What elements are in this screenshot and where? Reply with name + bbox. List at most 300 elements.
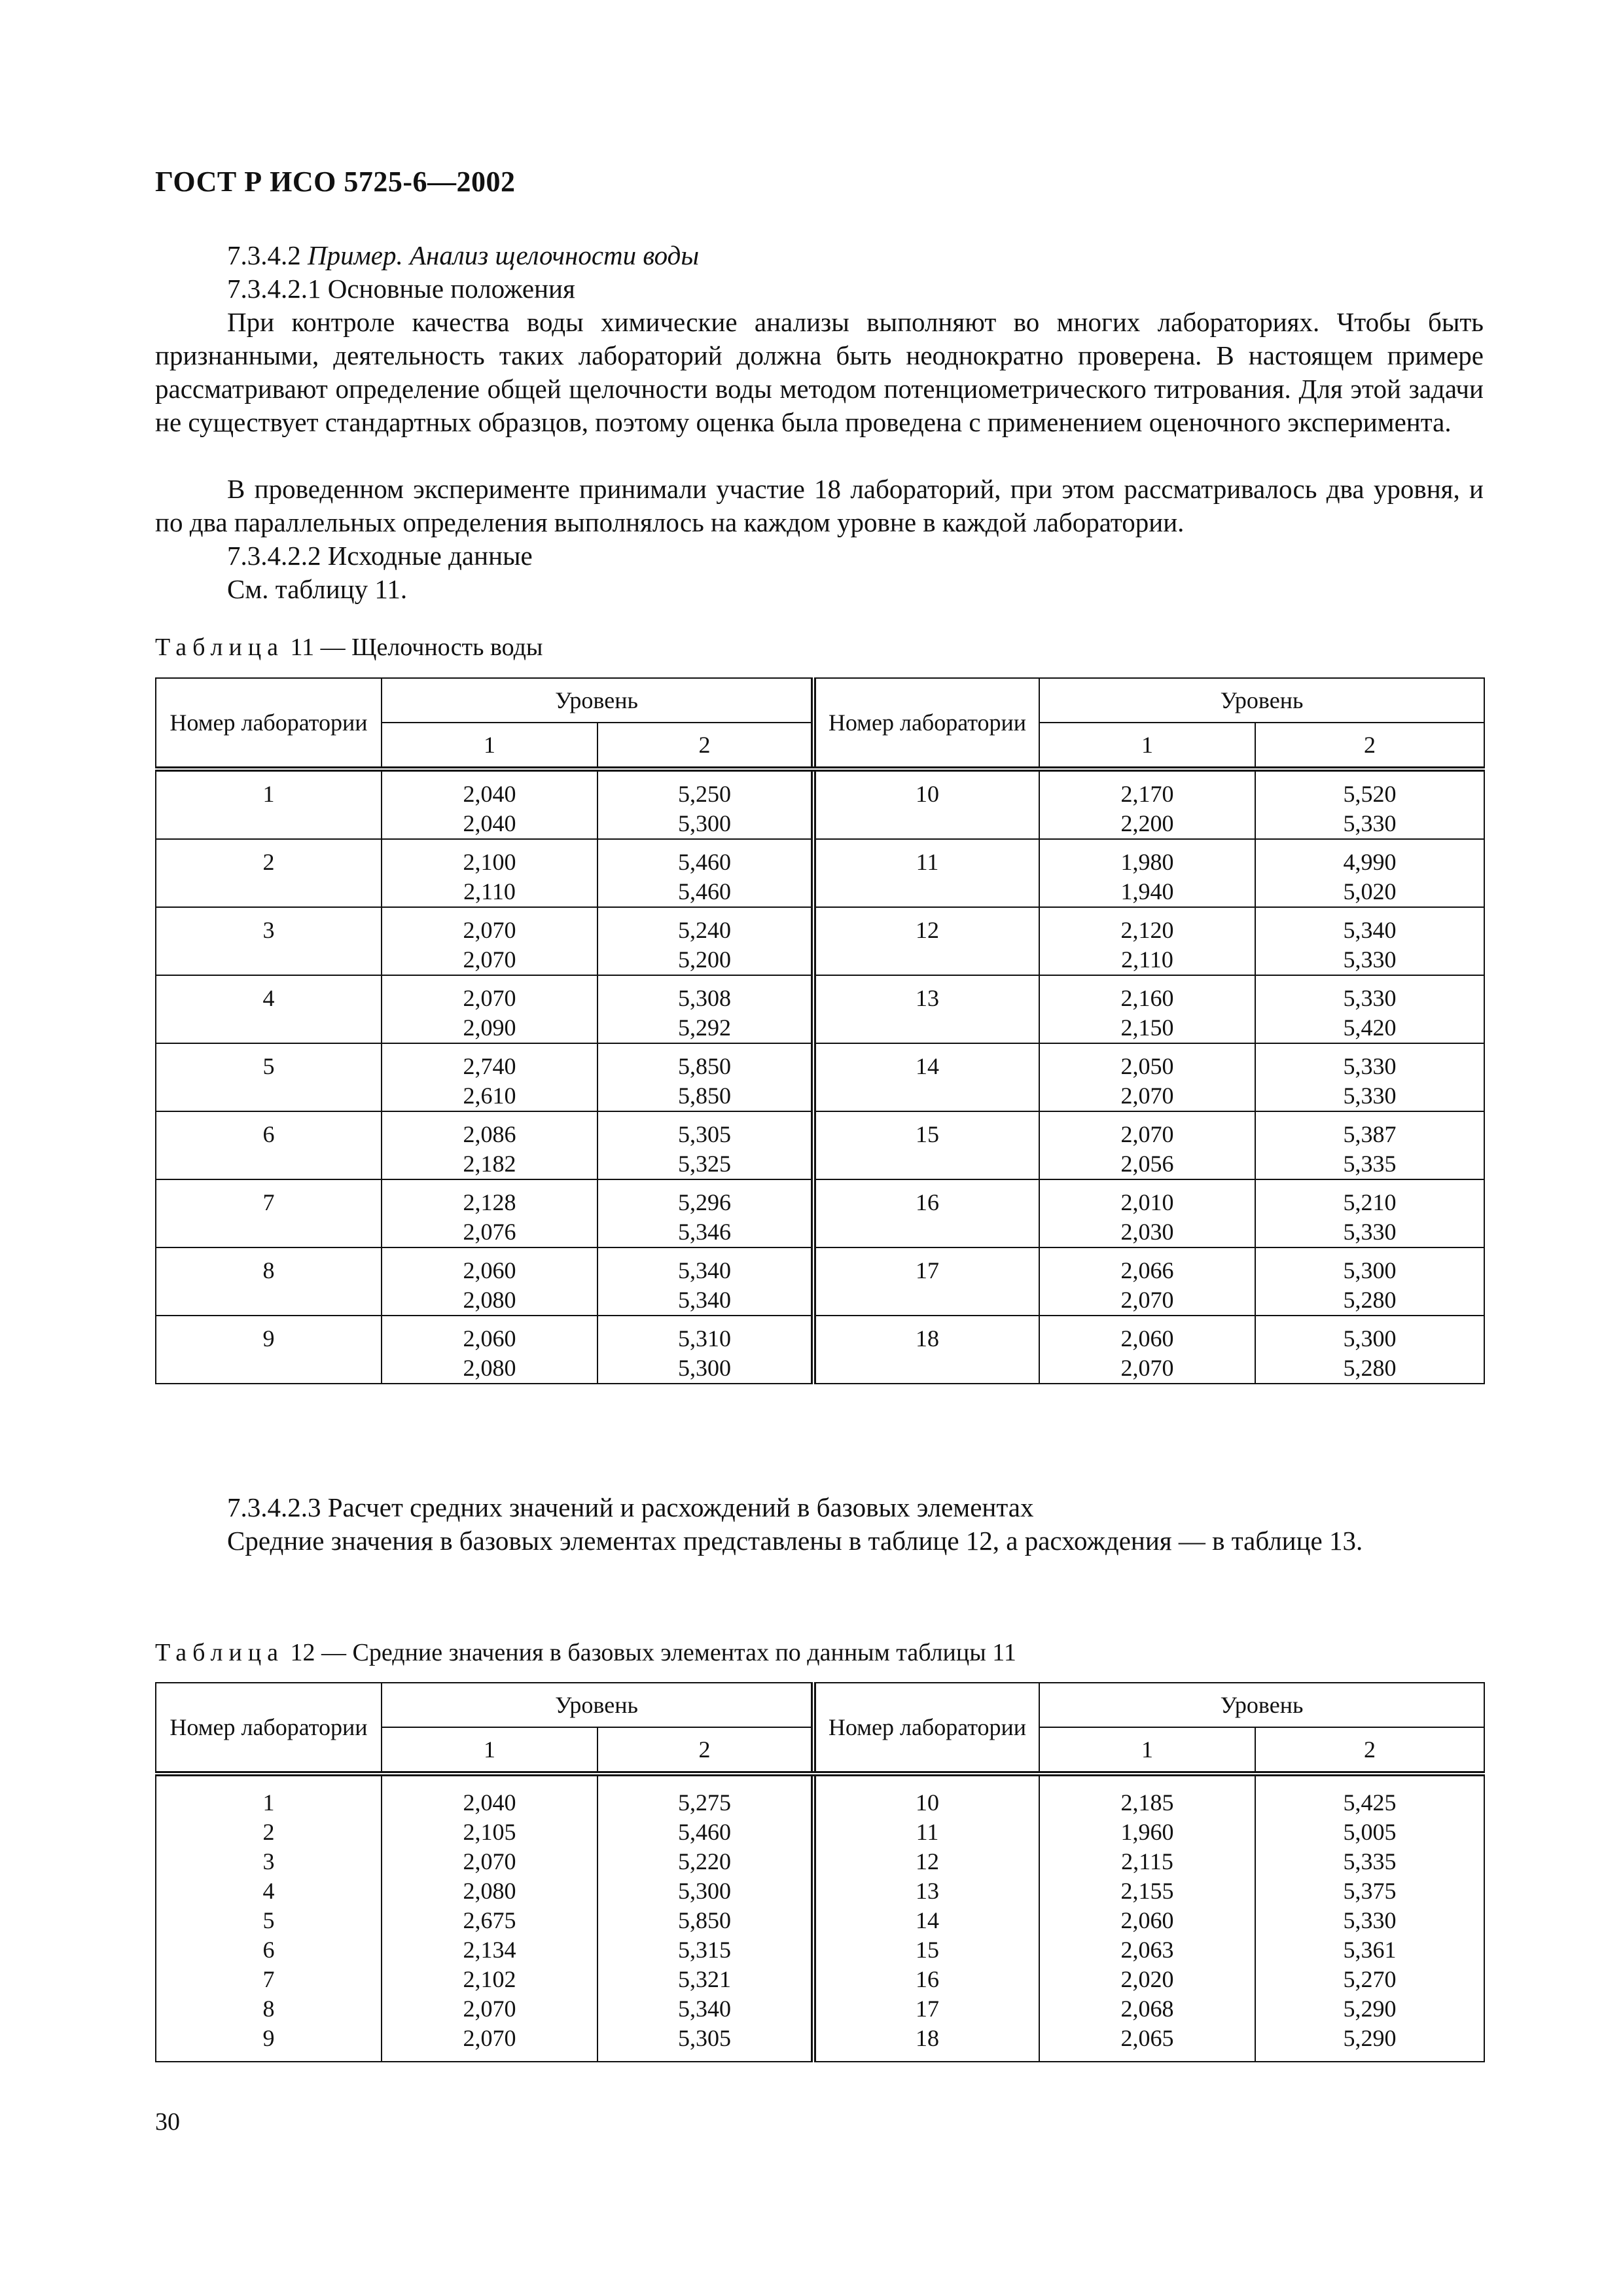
level-2-cell: [1255, 1774, 1484, 1818]
value: 5,387: [1343, 1121, 1397, 1147]
value: 5,346: [678, 1219, 731, 1245]
value: 2,110: [463, 878, 516, 905]
lab-cell: [813, 1994, 1039, 2024]
lab-cell: [156, 1111, 382, 1179]
lab-cell: [813, 2024, 1039, 2062]
level-1-cell: [1039, 1935, 1255, 1965]
level-1-cell: [1039, 975, 1255, 1043]
value: 5,020: [1343, 878, 1397, 905]
level-2-cell: [1255, 1935, 1484, 1965]
lab-number: 9: [262, 1325, 275, 1352]
value: 2,080: [463, 1287, 516, 1313]
lab-cell: [813, 1247, 1039, 1316]
level-2-cell: [1255, 1818, 1484, 1847]
level-1-cell: [382, 839, 597, 907]
value: 5,292: [678, 1014, 731, 1041]
value: 5,340: [678, 1996, 731, 2022]
value: 5,340: [1343, 917, 1397, 943]
level-2-cell: [597, 1847, 813, 1876]
level-1-cell: [1039, 769, 1255, 839]
value: 5,330: [1343, 1083, 1397, 1109]
lab-number: 9: [262, 2025, 275, 2051]
lab-cell: [156, 907, 382, 975]
value: 5,300: [678, 810, 731, 836]
lab-header: Номер лаборатории: [813, 1683, 1039, 1774]
value: 2,030: [1120, 1219, 1174, 1245]
lab-number: 6: [262, 1121, 275, 1147]
level-1-cell: [1039, 907, 1255, 975]
level-2-header: 2: [1255, 723, 1484, 769]
lab-number: 18: [916, 1325, 939, 1352]
lab-number: 4: [262, 1878, 275, 1904]
lab-number: 8: [262, 1996, 275, 2022]
value: 5,361: [1343, 1937, 1397, 1963]
lab-cell: [156, 975, 382, 1043]
section-title: Пример. Анализ щелочности воды: [308, 240, 700, 270]
value: 5,305: [678, 2025, 731, 2051]
level-1-cell: [382, 1847, 597, 1876]
level-2-cell: [597, 1906, 813, 1935]
level-1-cell: [382, 1818, 597, 1847]
lab-cell: [156, 769, 382, 839]
level-2-cell: [597, 1994, 813, 2024]
lab-cell: [813, 1043, 1039, 1111]
table-row: [156, 907, 1484, 975]
level-2-cell: [597, 839, 813, 907]
value: 5,335: [1343, 1848, 1397, 1874]
level-2-cell: [1255, 1994, 1484, 2024]
value: 2,150: [1120, 1014, 1174, 1041]
table-row: [156, 769, 1484, 839]
lab-number: 8: [262, 1257, 275, 1283]
value: 2,134: [463, 1937, 516, 1963]
caption-text: 12 — Средние значения в базовых элементах по данным таблицы 11: [284, 1639, 1016, 1666]
level-1-cell: [382, 1247, 597, 1316]
lab-number: 15: [916, 1121, 939, 1147]
level-1-cell: [1039, 1994, 1255, 2024]
level-2-cell: [597, 1316, 813, 1384]
level-2-cell: [1255, 769, 1484, 839]
value: 2,065: [1120, 2025, 1174, 2051]
level-2-cell: [1255, 839, 1484, 907]
value: 2,060: [463, 1325, 516, 1352]
value: 5,220: [678, 1848, 731, 1874]
value: 2,070: [463, 1848, 516, 1874]
value: 2,070: [463, 1996, 516, 2022]
table-11-caption: [155, 633, 543, 662]
lab-number: 6: [262, 1937, 275, 1963]
level-2-cell: [597, 1247, 813, 1316]
level-1-cell: [1039, 1179, 1255, 1247]
value: 5,315: [678, 1937, 731, 1963]
value: 2,200: [1120, 810, 1174, 836]
lab-number: 13: [916, 985, 939, 1011]
level-2-cell: [1255, 1906, 1484, 1935]
value: 5,300: [1343, 1257, 1397, 1283]
value: 5,520: [1343, 781, 1397, 807]
lab-cell: [156, 1965, 382, 1994]
value: 5,250: [678, 781, 731, 807]
level-2-cell: [597, 1179, 813, 1247]
lab-cell: [813, 1818, 1039, 1847]
section-number: 7.3.4.2: [227, 240, 301, 270]
level-2-cell: [1255, 1111, 1484, 1179]
table-row: [156, 1111, 1484, 1179]
value: 5,005: [1343, 1819, 1397, 1845]
lab-number: 7: [262, 1966, 275, 1992]
value: 2,070: [1120, 1083, 1174, 1109]
value: 5,300: [678, 1355, 731, 1381]
value: 5,275: [678, 1789, 731, 1816]
value: 5,321: [678, 1966, 731, 1992]
paragraph-2: В проведенном эксперименте принимали участие 18 лабораторий, при этом рассматривалось два уровня, и по два параллельных определения выполнялось на каждом уровне в каждой лаборатории.: [155, 474, 1484, 537]
value: 5,210: [1343, 1189, 1397, 1215]
value: 2,105: [463, 1819, 516, 1845]
caption-word: Таблица: [155, 1639, 285, 1666]
level-2-cell: [597, 1965, 813, 1994]
value: 2,070: [463, 2025, 516, 2051]
lab-cell: [813, 839, 1039, 907]
level-1-cell: [382, 1994, 597, 2024]
value: 5,330: [1343, 985, 1397, 1011]
level-header: Уровень: [382, 1683, 813, 1727]
value: 2,056: [1120, 1151, 1174, 1177]
lab-number: 11: [916, 849, 939, 875]
lab-number: 16: [916, 1189, 939, 1215]
lab-cell: [156, 1774, 382, 1818]
table-row: [156, 1818, 1484, 1847]
value: 2,155: [1120, 1878, 1174, 1904]
lab-number: 18: [916, 2025, 939, 2051]
lab-cell: [813, 1906, 1039, 1935]
table-row: [156, 1247, 1484, 1316]
level-1-cell: [382, 2024, 597, 2062]
value: 5,425: [1343, 1789, 1397, 1816]
value: 2,060: [1120, 1907, 1174, 1933]
table-row: [156, 1179, 1484, 1247]
value: 1,980: [1120, 849, 1174, 875]
lab-header: Номер лаборатории: [813, 678, 1039, 769]
level-1-cell: [1039, 1043, 1255, 1111]
level-1-cell: [1039, 1876, 1255, 1906]
lab-number: 14: [916, 1907, 939, 1933]
value: 5,330: [1343, 1907, 1397, 1933]
lab-number: 16: [916, 1966, 939, 1992]
level-1-cell: [382, 1179, 597, 1247]
lab-cell: [156, 1847, 382, 1876]
lab-number: 14: [916, 1053, 939, 1079]
lab-number: 2: [262, 849, 275, 875]
level-2-cell: [597, 1876, 813, 1906]
level-1-cell: [1039, 1316, 1255, 1384]
value: 2,070: [1120, 1355, 1174, 1381]
lab-number: 11: [916, 1819, 939, 1845]
lab-cell: [813, 1876, 1039, 1906]
value: 5,308: [678, 985, 731, 1011]
level-1-cell: [1039, 1965, 1255, 1994]
value: 1,940: [1120, 878, 1174, 905]
lab-cell: [156, 1906, 382, 1935]
value: 2,115: [1121, 1848, 1173, 1874]
level-2-cell: [597, 975, 813, 1043]
level-1-header: 1: [1039, 723, 1255, 769]
lab-number: 15: [916, 1937, 939, 1963]
caption-word: Таблица: [155, 634, 285, 661]
level-2-cell: [597, 1818, 813, 1847]
lab-number: 10: [916, 781, 939, 807]
see-table-text: См. таблицу 11.: [227, 574, 408, 604]
value: 5,340: [678, 1287, 731, 1313]
value: 5,200: [678, 946, 731, 973]
lab-number: 5: [262, 1053, 275, 1079]
level-1-cell: [1039, 1847, 1255, 1876]
value: 2,070: [463, 946, 516, 973]
value: 5,310: [678, 1325, 731, 1352]
value: 5,335: [1343, 1151, 1397, 1177]
lab-cell: [813, 1774, 1039, 1818]
section-7-3-4-2-2: 7.3.4.2.2 Исходные данные: [227, 541, 533, 571]
paragraph-1: При контроле качества воды химические анализы выполняют во многих лабораториях. Чтобы быть признанными, деятельность таких лабораторий должна быть неоднократно проверена. В настоящем примере рассматривают определение общей щелочности воды методом потенциометрического титрования. Для этой задачи не существует стандартных образцов, поэтому оценка была проведена с применением оценочного эксперимента.: [155, 307, 1484, 437]
lab-number: 3: [262, 1848, 275, 1874]
level-1-header: 1: [1039, 1727, 1255, 1774]
value: 4,990: [1343, 849, 1397, 875]
level-1-cell: [1039, 1818, 1255, 1847]
value: 2,070: [463, 985, 516, 1011]
value: 5,850: [678, 1083, 731, 1109]
value: 2,010: [1120, 1189, 1174, 1215]
level-2-cell: [597, 1111, 813, 1179]
table-row: [156, 1316, 1484, 1384]
value: 2,020: [1120, 1966, 1174, 1992]
level-2-header: 2: [597, 723, 813, 769]
table-11: [155, 677, 1485, 1384]
level-2-cell: [597, 2024, 813, 2062]
level-header: Уровень: [1039, 678, 1484, 723]
level-header: Уровень: [382, 678, 813, 723]
table-row: [156, 975, 1484, 1043]
level-header: Уровень: [1039, 1683, 1484, 1727]
level-2-header: 2: [597, 1727, 813, 1774]
value: 2,080: [463, 1878, 516, 1904]
value: 2,066: [1120, 1257, 1174, 1283]
value: 5,850: [678, 1907, 731, 1933]
section-7-3-4-2-1: 7.3.4.2.1 Основные положения: [227, 274, 575, 304]
value: 5,330: [1343, 946, 1397, 973]
lab-cell: [156, 839, 382, 907]
value: 2,100: [463, 849, 516, 875]
lab-cell: [156, 1876, 382, 1906]
lab-number: 10: [916, 1789, 939, 1816]
value: 5,340: [678, 1257, 731, 1283]
level-2-cell: [1255, 2024, 1484, 2062]
lab-number: 17: [916, 1996, 939, 2022]
value: 2,182: [463, 1151, 516, 1177]
lab-number: 5: [262, 1907, 275, 1933]
value: 5,270: [1343, 1966, 1397, 1992]
value: 2,185: [1120, 1789, 1174, 1816]
value: 2,102: [463, 1966, 516, 1992]
level-2-cell: [1255, 1847, 1484, 1876]
table-row: [156, 839, 1484, 907]
level-2-cell: [1255, 1876, 1484, 1906]
lab-cell: [813, 975, 1039, 1043]
level-2-cell: [1255, 1965, 1484, 1994]
value: 5,300: [678, 1878, 731, 1904]
level-1-cell: [1039, 1774, 1255, 1818]
value: 2,076: [463, 1219, 516, 1245]
level-2-cell: [597, 769, 813, 839]
value: 1,960: [1120, 1819, 1174, 1845]
page-number: 30: [155, 2108, 180, 2136]
level-2-cell: [1255, 1179, 1484, 1247]
value: 5,330: [1343, 1219, 1397, 1245]
level-1-cell: [1039, 1111, 1255, 1179]
lab-number: 17: [916, 1257, 939, 1283]
lab-header: Номер лаборатории: [156, 1683, 382, 1774]
value: 2,160: [1120, 985, 1174, 1011]
table-row: [156, 1847, 1484, 1876]
table-row: [156, 1965, 1484, 1994]
value: 2,060: [1120, 1325, 1174, 1352]
lab-cell: [156, 2024, 382, 2062]
value: 5,300: [1343, 1325, 1397, 1352]
value: 2,128: [463, 1189, 516, 1215]
value: 5,290: [1343, 2025, 1397, 2051]
value: 5,850: [678, 1053, 731, 1079]
level-1-cell: [1039, 2024, 1255, 2062]
lab-cell: [156, 1935, 382, 1965]
level-1-cell: [382, 1965, 597, 1994]
value: 5,460: [678, 878, 731, 905]
lab-header: Номер лаборатории: [156, 678, 382, 769]
lab-cell: [813, 1316, 1039, 1384]
table-12: [155, 1682, 1485, 2062]
lab-cell: [156, 1247, 382, 1316]
value: 2,070: [463, 917, 516, 943]
lab-cell: [156, 1179, 382, 1247]
level-1-cell: [382, 1876, 597, 1906]
value: 5,325: [678, 1151, 731, 1177]
level-1-cell: [382, 1316, 597, 1384]
value: 2,120: [1120, 917, 1174, 943]
document-header: ГОСТ Р ИСО 5725-6—2002: [155, 166, 516, 198]
level-2-cell: [597, 1043, 813, 1111]
lab-number: 13: [916, 1878, 939, 1904]
level-1-header: 1: [382, 723, 597, 769]
level-2-cell: [1255, 907, 1484, 975]
lab-cell: [813, 1111, 1039, 1179]
value: 2,610: [463, 1083, 516, 1109]
value: 5,420: [1343, 1014, 1397, 1041]
level-1-cell: [382, 1043, 597, 1111]
lab-cell: [813, 907, 1039, 975]
value: 2,040: [463, 810, 516, 836]
value: 2,110: [1121, 946, 1173, 973]
value: 2,060: [463, 1257, 516, 1283]
value: 2,170: [1120, 781, 1174, 807]
lab-number: 12: [916, 1848, 939, 1874]
value: 5,305: [678, 1121, 731, 1147]
lab-cell: [156, 1994, 382, 2024]
lab-cell: [813, 1179, 1039, 1247]
level-2-cell: [1255, 1247, 1484, 1316]
lab-number: 4: [262, 985, 275, 1011]
lab-number: 2: [262, 1819, 275, 1845]
value: 2,070: [1120, 1121, 1174, 1147]
level-2-cell: [597, 1935, 813, 1965]
level-1-cell: [382, 1906, 597, 1935]
value: 2,070: [1120, 1287, 1174, 1313]
level-2-cell: [1255, 1043, 1484, 1111]
value: 5,330: [1343, 1053, 1397, 1079]
lab-number: 1: [262, 781, 275, 807]
level-1-cell: [382, 907, 597, 975]
lab-number: 7: [262, 1189, 275, 1215]
table-row: [156, 1994, 1484, 2024]
value: 2,080: [463, 1355, 516, 1381]
level-1-cell: [1039, 839, 1255, 907]
value: 5,460: [678, 1819, 731, 1845]
table-row: [156, 1043, 1484, 1111]
value: 5,460: [678, 849, 731, 875]
level-1-cell: [382, 1774, 597, 1818]
section-7-3-4-2-3: 7.3.4.2.3 Расчет средних значений и расхождений в базовых элементах: [227, 1492, 1034, 1522]
value: 5,280: [1343, 1287, 1397, 1313]
value: 2,040: [463, 1789, 516, 1816]
level-1-cell: [382, 1111, 597, 1179]
level-1-cell: [382, 1935, 597, 1965]
value: 2,063: [1120, 1937, 1174, 1963]
table-row: [156, 1906, 1484, 1935]
level-2-cell: [597, 907, 813, 975]
value: 2,068: [1120, 1996, 1174, 2022]
value: 2,086: [463, 1121, 516, 1147]
value: 5,330: [1343, 810, 1397, 836]
lab-cell: [813, 769, 1039, 839]
value: 5,375: [1343, 1878, 1397, 1904]
value: 2,675: [463, 1907, 516, 1933]
lab-number: 3: [262, 917, 275, 943]
level-1-header: 1: [382, 1727, 597, 1774]
section-7-3-4-2: [227, 239, 699, 272]
level-2-cell: [1255, 1316, 1484, 1384]
table-row: [156, 1935, 1484, 1965]
value: 5,290: [1343, 1996, 1397, 2022]
value: 2,050: [1120, 1053, 1174, 1079]
lab-number: 12: [916, 917, 939, 943]
value: 5,240: [678, 917, 731, 943]
caption-text: 11 — Щелочность воды: [284, 634, 543, 661]
level-2-cell: [597, 1774, 813, 1818]
lab-cell: [156, 1316, 382, 1384]
value: 2,090: [463, 1014, 516, 1041]
table-row: [156, 1876, 1484, 1906]
value: 5,296: [678, 1189, 731, 1215]
level-1-cell: [1039, 1247, 1255, 1316]
value: 2,040: [463, 781, 516, 807]
level-1-cell: [382, 769, 597, 839]
table-12-caption: [155, 1638, 1016, 1667]
lab-number: 1: [262, 1789, 275, 1816]
level-1-cell: [382, 975, 597, 1043]
lab-cell: [813, 1935, 1039, 1965]
lab-cell: [813, 1847, 1039, 1876]
paragraph-3: Средние значения в базовых элементах представлены в таблице 12, а расхождения — в таблице 13.: [227, 1526, 1363, 1556]
lab-cell: [156, 1043, 382, 1111]
level-2-cell: [1255, 975, 1484, 1043]
lab-cell: [156, 1818, 382, 1847]
lab-cell: [813, 1965, 1039, 1994]
